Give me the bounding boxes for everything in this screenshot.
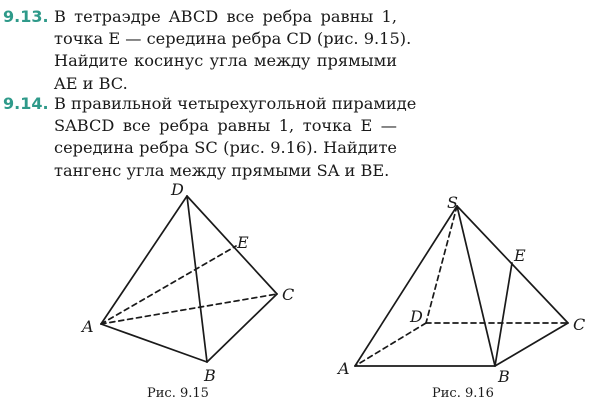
vertex-label-a: A [82,317,94,336]
figure-caption-9-16: Рис. 9.16 [432,386,494,401]
edge-da [101,196,187,324]
edge-sa [355,206,457,366]
vertex-label-b: B [498,367,510,386]
edge-sb [457,206,495,366]
vertex-label-c: C [282,285,295,304]
edge-ab [101,324,207,362]
problem-line: точка E — середина ребра CD (рис. 9.15). [54,29,412,49]
segment-be [495,263,512,366]
problem-line: SABCD все ребра равны 1, точка E — [54,116,397,136]
vertex-label-a: A [338,359,350,378]
edge-db [187,196,207,362]
problem-number: 9.13. [3,7,49,26]
vertex-label-e: E [237,233,249,252]
problem-line: В тетраэдре ABCD все ребра равны 1, [54,7,397,26]
problem-number: 9.14. [3,94,49,113]
edge-sd-hidden [426,206,457,323]
edge-da-hidden [355,323,426,366]
vertex-label-s: S [447,193,458,212]
edge-dc [187,196,277,294]
figure-9-16 [355,206,568,366]
vertex-label-c: C [573,315,586,334]
problem-line: AE и BC. [54,73,128,93]
vertex-label-b: B [204,366,216,385]
vertex-label-e: E [514,246,526,265]
problem-line: тангенс угла между прямыми SA и BE. [54,160,390,180]
problem-line: середина ребра SC (рис. 9.16). Найдите [54,138,397,158]
problem-line: В правильной четырехугольной пирамиде [54,94,417,113]
figure-9-15 [101,196,277,362]
figure-caption-9-15: Рис. 9.15 [147,386,209,401]
problem-line: Найдите косинус угла между прямыми [54,51,397,71]
vertex-label-d: D [171,180,184,199]
vertex-label-d: D [410,307,423,326]
edge-bc [495,323,568,366]
